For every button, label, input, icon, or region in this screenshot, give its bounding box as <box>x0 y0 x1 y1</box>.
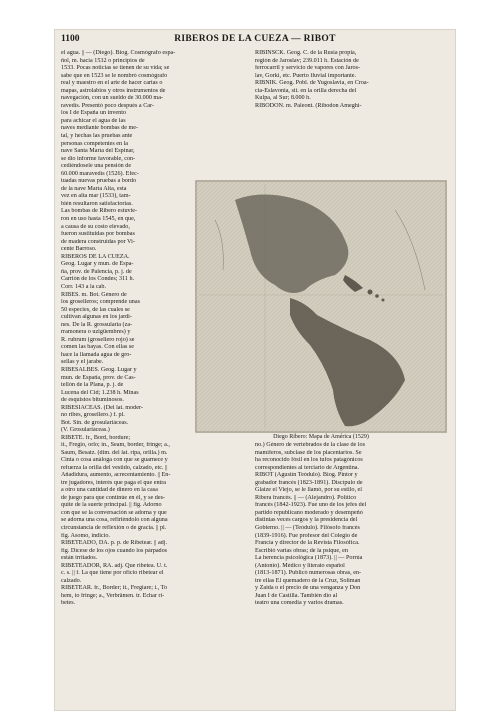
text-line: nave Santa María del Espinar, <box>61 148 135 155</box>
text-line: quite de la suerte principal. || fig. Adorno <box>61 502 162 509</box>
text-line: y Zaida o el precio de una venganza y Don <box>255 585 361 592</box>
text-line: Cinta o cosa análoga con que se guarnece y <box>61 457 168 464</box>
text-line: RIBETEADOR, RA. adj. Que ribetea. U. t. <box>61 562 168 569</box>
text-line: Bot. Sin. de grosulariáceas. <box>61 419 129 426</box>
text-line: están irritados. <box>61 555 98 562</box>
text-line: Las bombas de Ribero estuvie- <box>61 208 138 215</box>
text-line: Glaize el Viejo, se le llamó, por su estilo, el <box>255 487 362 494</box>
text-line: Saum, Besatz. (dim. del lat. ripa, orilla.) m. <box>61 449 168 456</box>
text-line: tal, y hechas las pruebas ante <box>61 133 133 140</box>
map-illustration <box>195 180 447 433</box>
text-line: bién resultaron satisfactorias. <box>61 200 133 207</box>
text-line: hace la llamada agua de gro- <box>61 351 132 358</box>
text-line: ferrocarril y servicio de vapores con Jaros- <box>255 65 361 72</box>
running-title: RIBEROS DE LA CUEZA — RIBOT <box>174 34 336 44</box>
text-line: tellón de la Plana, p. j. de <box>61 382 124 389</box>
right-column-top <box>255 50 449 110</box>
text-line: partido republicano moderado y desempeñó <box>255 509 363 516</box>
text-line: no ribes, grosellero.) f. pl. <box>61 412 125 419</box>
text-line: c. s. || f. La que tiene por oficio ribetear el <box>61 570 164 577</box>
text-line: (V. Grosulariáceas.) <box>61 427 110 434</box>
text-line: RIBETEADO, DA. p. p. de Ribetear. || adj. <box>61 540 167 547</box>
text-line: lav, Gorki, etc. Puerto fluvial importante. <box>255 72 357 79</box>
text-line: tuadas nuevas pruebas a bordo <box>61 178 137 185</box>
text-line: cia-Eslavonia, sit. en la orilla derecha del <box>255 87 357 94</box>
text-line: de juego para que continúe en él, y se des- <box>61 494 166 501</box>
text-line: RIBNIK. Geog. Pobl. de Yugoslavia, en Croa- <box>255 80 369 87</box>
text-line: cediéndosele una pensión de <box>61 163 132 170</box>
text-line: calzado. <box>61 577 82 584</box>
text-line: RIBEROS DE LA CUEZA. <box>61 253 130 260</box>
text-line: ñol, m. hacia 1532 o principios de <box>61 57 145 64</box>
text-line: RIBESALBES. Geog. Lugar y <box>61 366 137 373</box>
text-line: La herencia psicológica (1873). || — Porrúa <box>255 555 363 562</box>
left-column-top <box>61 50 193 442</box>
historical-map-image <box>195 180 447 433</box>
text-line: 50 especies, de las cuales se <box>61 306 130 313</box>
text-line: RIBOT (Agustín Teódulo). Biog. Pintor y <box>255 472 358 479</box>
text-line: RIBODON. m. Paleont. (Ribodon Ameghi- <box>255 102 362 109</box>
text-line: Lucena del Cid; 1.238 h. Minas <box>61 389 139 396</box>
text-line: con que se la conversación se adorna y que <box>61 509 167 516</box>
text-line: R. rubrum (grosellero rojo) se <box>61 336 135 343</box>
text-line: francés (1842-1923). Fue uno de los jefes del <box>255 502 367 509</box>
text-line: (1813-1871). Publicó numerosas obras, en- <box>255 570 362 577</box>
text-line: it., Fregio, orlo; in., Seam, border, fringe; a., <box>61 442 170 448</box>
text-line: mamíferos, subclase de los placentarios. Se <box>255 449 362 456</box>
text-line: los groselleros; comprende unas <box>61 299 140 306</box>
text-line: RIBESIÁCEAS. (Del lat. moder- <box>61 404 143 411</box>
text-line: no.) Género de vertebrados de la clase de los <box>255 442 365 448</box>
text-line: betes. <box>61 600 76 607</box>
text-line: mapas, astrolabios y otros instrumentos de <box>61 87 166 94</box>
text-line: Gobierno. || — (Teódulo). Filósofo francés <box>255 525 360 532</box>
text-line: vez en alta mar (1533), tam- <box>61 193 131 200</box>
text-line: cultivan algunas en los jardi- <box>61 314 132 321</box>
text-line: personas competentes en la <box>61 140 129 147</box>
text-line: Ribera francés. || — (Alejandro). Político <box>255 494 357 501</box>
text-line: real y maestro en el arte de hacer cartas o <box>61 80 163 87</box>
text-line: los I de España un invento <box>61 110 126 117</box>
text-line: ron en uso hasta 1545, en que, <box>61 216 136 223</box>
text-line: 1533. Pocas noticias se tienen de su vida; se <box>61 65 170 72</box>
text-line: distintas veces cargos y la presidencia del <box>255 517 358 524</box>
text-line: RIBINSCK. Geog. C. de la Rusia propia, <box>255 50 357 56</box>
text-line: ravedís. Presentó poco después a Car- <box>61 102 154 109</box>
text-line: a causa de su costo elevado, <box>61 223 130 230</box>
text-line: para achicar el agua de las <box>61 117 126 124</box>
text-line: circunstancia de reflexión o de gracia. || pl. <box>61 525 167 532</box>
text-line: región de Jaroslav; 239.011 h. Estación de <box>255 57 359 64</box>
map-caption: Diego Ribero: Mapa de América (1529) <box>273 434 369 440</box>
text-line: RIBES. m. Bot. Género de <box>61 291 127 298</box>
text-line: se dio informe favorable, con- <box>61 155 136 162</box>
text-line: sabe que en 1523 se le nombró cosmógrafo <box>61 72 168 79</box>
text-line: Corr. 143 a la cab. <box>61 283 107 290</box>
text-line: Francia y director de la Revista Filosófica. <box>255 540 360 547</box>
page-header <box>55 30 455 46</box>
text-line: Escribió varias obras; de la psique, en <box>255 547 348 554</box>
right-column-bottom <box>255 442 449 608</box>
text-line: fueron sustituidas por bombas <box>61 231 135 238</box>
text-line: comen las bayas. Con ellas se <box>61 344 134 351</box>
text-line: fig. Asomo, indicio. <box>61 532 110 539</box>
text-line: de madera construidas por Vi- <box>61 238 135 245</box>
text-line: el agua. || — (Diego). Biog. Cosmógrafo espa- <box>61 50 176 56</box>
text-line: Carrión de los Condes; 311 h. <box>61 276 135 283</box>
text-line: (1839-1916). Fue profesor del Colegio de <box>255 532 358 539</box>
text-line: Añadidura, aumento, acrecentamiento. || En- <box>61 472 171 479</box>
page-number: 1100 <box>61 34 80 44</box>
text-line: naves mediante bombas de me- <box>61 125 139 132</box>
text-line: teatro una comedia y varios dramas. <box>255 600 344 607</box>
dictionary-page <box>55 30 455 710</box>
text-line: refuerza la orilla del vestido, calzado, etc. || <box>61 464 168 471</box>
text-line: (Antonio). Médico y literato español <box>255 562 345 569</box>
text-line: Geog. Lugar y mun. de Espa- <box>61 261 134 268</box>
text-line: mun. de España, prov. de Cas- <box>61 374 136 381</box>
text-line: ña, prov. de Palencia, p. j. de <box>61 268 132 275</box>
text-line: grabador francés (1823-1891). Discípulo de <box>255 479 363 486</box>
text-line: sellas y el jarabe. <box>61 359 104 366</box>
text-line: tre ellas El quemadero de la Cruz, Soliman <box>255 577 361 584</box>
text-line: a otro una cantidad de dinero en la casa <box>61 487 158 494</box>
text-line: de esquistos bituminosos. <box>61 397 124 404</box>
text-line: se adorna una cosa, refiriéndolo con alguna <box>61 517 168 524</box>
text-line: de la nave María Alta, esta <box>61 185 127 192</box>
text-line: nes. De la R. grossularia (za- <box>61 321 133 328</box>
text-line: RIBETE. fr., Bord, bordure; <box>61 434 131 441</box>
text-line: RIBETEAR. fr., Border; it., Fregiare; i., To <box>61 585 168 592</box>
text-line: rramonera o uzigüembres) y <box>61 329 131 336</box>
text-line: correspondientes al terciario de Argentina. <box>255 464 360 471</box>
text-line: Juan I de Castilla. También dio al <box>255 592 338 599</box>
text-line: cente Barroso. <box>61 246 97 253</box>
text-line: tre jugadores, interés que paga el que entra <box>61 479 167 486</box>
text-line: ha reconocido fósil en los tufos patagónicos <box>255 457 363 464</box>
text-line: 60.000 maravedís (1526). Efec- <box>61 170 139 177</box>
left-column-bottom <box>61 442 249 608</box>
text-line: hem, to fringe; a., Verbrämen. tr. Echar ri- <box>61 592 165 599</box>
text-line: Kulpa, al Sur; 8.000 h. <box>255 95 311 102</box>
text-line: fig. Dícese de los ojos cuando los párpados <box>61 547 168 554</box>
text-line: navegación, con un sueldo de 30.000 ma- <box>61 95 163 102</box>
